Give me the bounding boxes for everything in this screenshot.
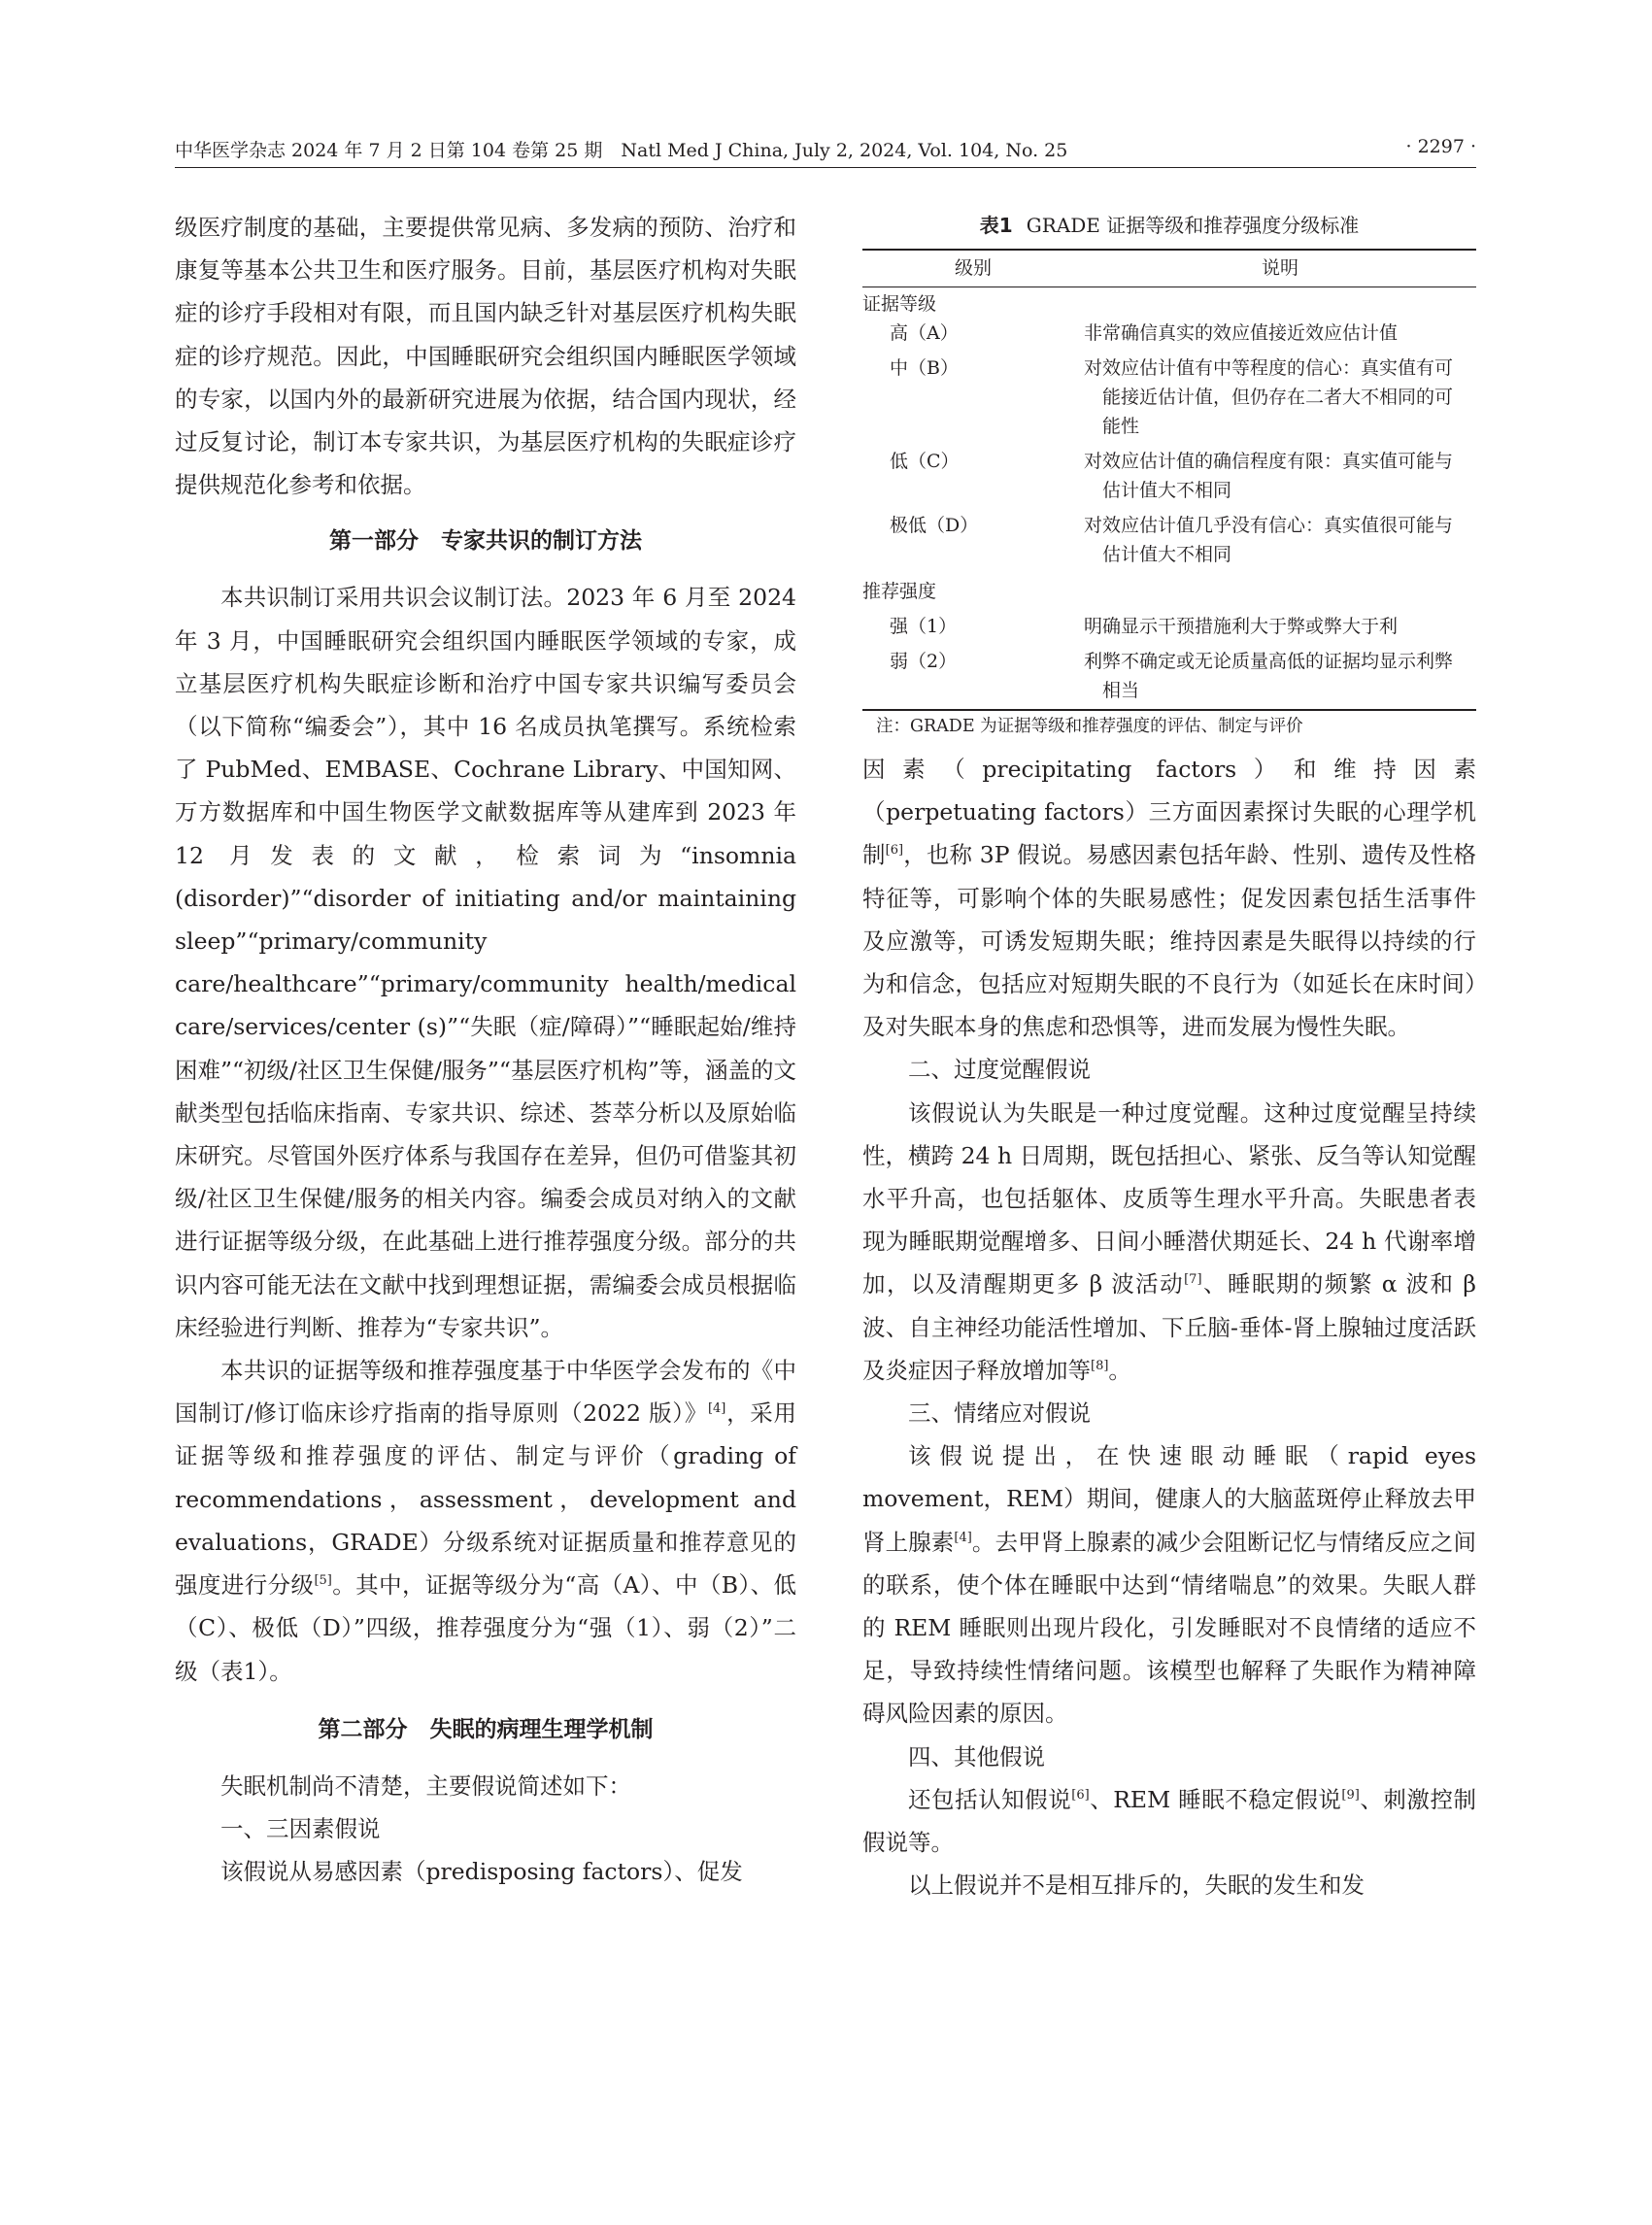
table-header-level: 级别 [862, 250, 1084, 287]
journal-citation: 中华医学杂志 2024 年 7 月 2 日第 104 卷第 25 期 Natl Med J China, July 2, 2024, Vol. 104, No. 25 [175, 140, 1068, 161]
citation-ref[interactable]: [5] [314, 1573, 332, 1589]
emotion-paragraph: 该假说提出，在快速眼动睡眠（rapid eyes movement，REM）期间，健康人的大脑蓝斑停止释放去甲肾上腺素[4]。去甲肾上腺素的减少会阻断记忆与情绪反应之间的联系，使个体在睡眠中达到“情绪喘息”的效果。失眠人群的 REM 睡眠则出现片段化，引发睡眠对不良情绪的适应不足，导致持续性情绪问题。该模型也解释了失眠作为精神障碍风险因素的原因。 [862, 1442, 1477, 1728]
citation-ref[interactable]: [9] [1341, 1788, 1360, 1804]
table-row: 高（A） 非常确信真实的效应值接近效应估计值 [890, 322, 1399, 344]
subheading-hyperarousal: 二、过度觉醒假说 [908, 1056, 1091, 1084]
table-row: 弱（2） 利弊不确定或无论质量高低的证据均显示利弊相当 [890, 651, 1454, 701]
table-row: 强（1） 明确显示干预措施利大于弊或弊大于利 [890, 616, 1399, 637]
grade-table [862, 206, 1476, 742]
subheading-three-factor: 一、三因素假说 [220, 1814, 381, 1842]
table-row: 低（C） 对效应估计值的确信程度有限：真实值可能与估计值大不相同 [890, 451, 1454, 501]
citation-ref[interactable]: [6] [1071, 1788, 1090, 1804]
citation-ref[interactable]: [7] [1184, 1272, 1202, 1288]
running-header [175, 136, 1476, 167]
methods-paragraph-2: 本共识的证据等级和推荐强度基于中华医学会发布的《中国制订/修订临床诊疗指南的指导原则（2022 版）》[4]，采用证据等级和推荐强度的评估、制定与评价（grading of recommendations，assessment，development and evaluations，GRADE）分级系统对证据质量和推荐意见的强度进行分级[5]。其中，证据等级分为“高（A）、中（B）、低（C）、极低（D）”四级，推荐强度分为“强（1）、弱（2）”二级（表1）。 [175, 1357, 797, 1685]
intro-paragraph: 级医疗制度的基础，主要提供常见病、多发病的预防、治疗和康复等基本公共卫生和医疗服务。目前，基层医疗机构对失眠症的诊疗手段相对有限，而且国内缺乏针对基层医疗机构失眠症的诊疗规范。因此，中国睡眠研究会组织国内睡眠医学领域的专家，以国内外的最新研究进展为依据，结合国内现状，经过反复讨论，制订本专家共识，为基层医疗机构的失眠症诊疗提供规范化参考和依据。 [175, 214, 796, 499]
table-caption [862, 206, 1476, 245]
methods-paragraph-1: 本共识制订采用共识会议制订法。2023 年 6 月至 2024 年 3 月，中国睡眠研究会组织国内睡眠医学领域的专家，成立基层医疗机构失眠症诊断和治疗中国专家共识编写委员会（以下简称“编委会”），其中 16 名成员执笔撰写。系统检索了 PubMed、EMBASE、Cochrane Library、中国知网、万方数据库和中国生物医学文献数据库等从建库到 2023 年 12 月发表的文献，检索词为“insomnia (disorder)”“disorder of initiating and/or maintaining sleep”“primary/community care/healthcare”“primary/community health/medical care/services/center (s)”“失眠（症/障碍）”“睡眠起始/维持困难”“初级/社区卫生保健/服务”“基层医疗机构”等，涵盖的文献类型包括临床指南、专家共识、综述、荟萃分析以及原始临床研究。尽管国外医疗体系与我国存在差异，但仍可借鉴其初级/社区卫生保健/服务的相关内容。编委会成员对纳入的文献进行证据等级分级，在此基础上进行推荐强度分级。部分的共识内容可能无法在文献中找到理想证据，需编委会成员根据临床经验进行判断、推荐为“专家共识”。 [175, 584, 796, 1341]
section-heading-methods: 第一部分 专家共识的制订方法 [329, 528, 642, 555]
closing-paragraph-start: 以上假说并不是相互排斥的，失眠的发生和发 [908, 1871, 1365, 1900]
table-header-description: 说明 [1084, 250, 1476, 287]
citation-ref[interactable]: [4] [954, 1530, 972, 1545]
right-column [862, 206, 1476, 1906]
citation-ref[interactable]: [4] [707, 1401, 726, 1417]
other-paragraph: 还包括认知假说[6]、REM 睡眠不稳定假说[9]、刺激控制假说等。 [862, 1785, 1477, 1857]
citation-ref[interactable]: [6] [885, 843, 904, 859]
hyperarousal-paragraph: 该假说认为失眠是一种过度觉醒。这种过度觉醒呈持续性，横跨 24 h 日周期，既包括担心、紧张、反刍等认知觉醒水平升高，也包括躯体、皮质等生理水平升高。失眠患者表现为睡眠期觉醒增多、日间小睡潜伏期延长、24 h 代谢率增加，以及清醒期更多 β 波活动[7]、睡眠期的频繁 α 波和 β 波、自主神经功能活性增加、下丘脑-垂体-肾上腺轴过度活跃及炎症因子释放增加等[8]。 [862, 1098, 1476, 1384]
table-row: 极低（D） 对效应估计值几乎没有信心：真实值很可能与估计值大不相同 [890, 515, 1454, 565]
table-row: 中（B） 对效应估计值有中等程度的信心：真实值有可能接近估计值，但仍存在二者大不相同的可能性 [890, 357, 1454, 437]
mechanism-intro: 失眠机制尚不清楚，主要假说简述如下： [220, 1771, 631, 1800]
group-evidence-level: 证据等级 [862, 293, 937, 315]
three-factor-paragraph-cont: 因素（precipitating factors）和维持因素（perpetuating factors）三方面因素探讨失眠的心理学机制[6]，也称 3P 假说。易感因素包括年龄、性别、遗传及性格特征等，可影响个体的失眠易感性；促发因素包括生活事件及应激等，可诱发短期失眠；维持因素是失眠得以持续的行为和信念，包括应对短期失眠的不良行为（如延长在床时间）及对失眠本身的焦虑和恐惧等，进而发展为慢性失眠。 [862, 756, 1477, 1041]
table-label: 表1 [979, 214, 1013, 237]
subheading-other: 四、其他假说 [908, 1742, 1045, 1770]
group-recommendation-strength: 推荐强度 [862, 581, 937, 602]
three-factor-paragraph-start: 该假说从易感因素（predisposing factors）、促发 [220, 1858, 743, 1886]
section-heading-mechanism: 第二部分 失眠的病理生理学机制 [318, 1716, 654, 1742]
page-number: · 2297 · [1405, 136, 1476, 157]
table-title: GRADE 证据等级和推荐强度分级标准 [1026, 214, 1360, 237]
subheading-emotion: 三、情绪应对假说 [908, 1399, 1091, 1428]
citation-ref[interactable]: [8] [1091, 1359, 1109, 1374]
header-rule [175, 167, 1476, 168]
left-column [175, 206, 796, 1893]
table-note: 注：GRADE 为证据等级和推荐强度的评估、制定与评价 [876, 717, 1303, 736]
